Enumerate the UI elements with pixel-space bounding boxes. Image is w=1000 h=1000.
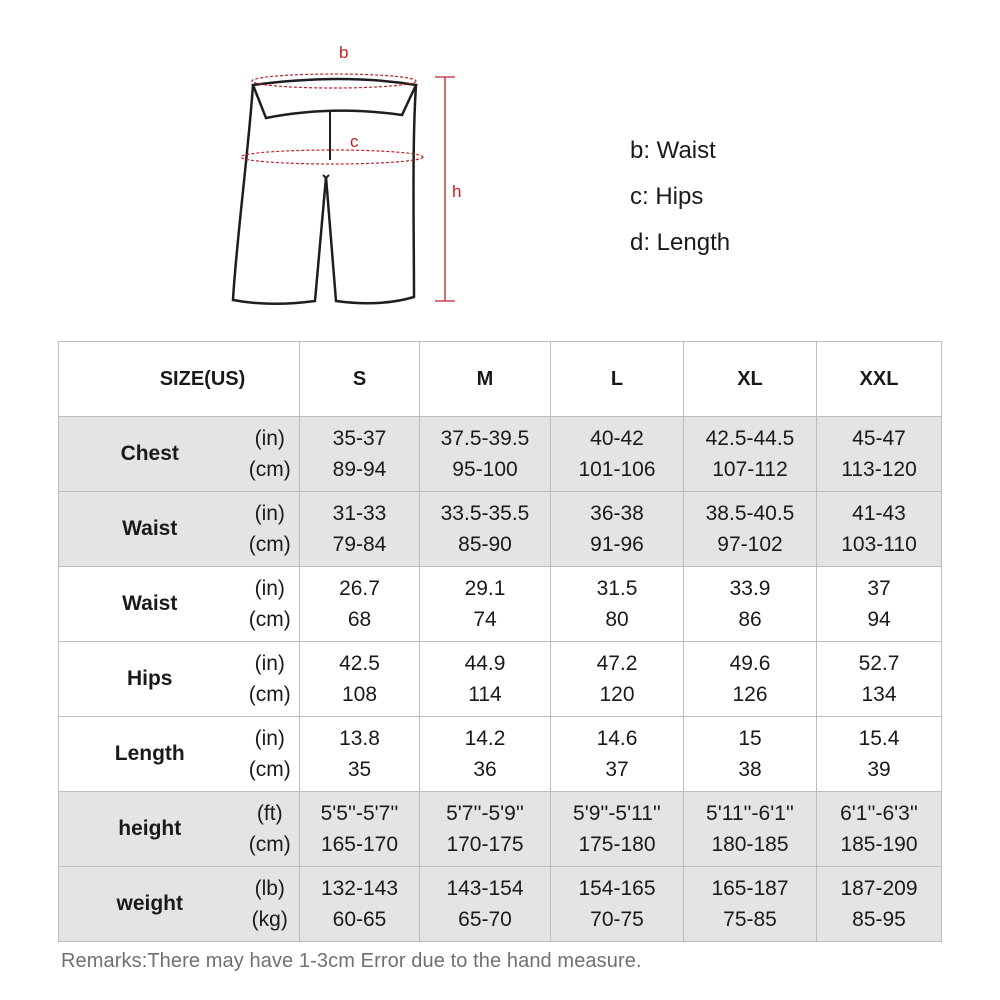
value-secondary: 75-85 <box>723 908 777 931</box>
unit-label: (kg) <box>251 908 288 931</box>
label-c: c <box>350 132 359 151</box>
value-primary: 143-154 <box>446 877 524 900</box>
value-primary: 38.5-40.5 <box>705 502 795 525</box>
value-cell <box>551 792 684 867</box>
value-primary: 31-33 <box>332 502 387 525</box>
value-primary: 29.1 <box>464 577 506 600</box>
value-cell <box>684 567 817 642</box>
unit-label: (cm) <box>248 458 291 481</box>
value-primary: 42.5-44.5 <box>705 427 795 450</box>
value-secondary: 180-185 <box>711 833 789 856</box>
value-cell <box>300 417 420 492</box>
size-header-xl: XL <box>684 342 817 417</box>
value-primary: 33.5-35.5 <box>440 502 530 525</box>
value-secondary: 126 <box>732 683 768 706</box>
value-primary: 44.9 <box>464 652 506 675</box>
value-cell <box>551 717 684 792</box>
value-primary: 5'5''-5'7'' <box>320 802 399 825</box>
value-secondary: 68 <box>347 608 372 631</box>
value-cell <box>817 417 942 492</box>
value-secondary: 108 <box>341 683 378 706</box>
unit-cell <box>241 792 300 867</box>
unit-label: (cm) <box>248 608 291 631</box>
row-label: Hips <box>59 642 241 717</box>
value-secondary: 170-175 <box>446 833 524 856</box>
value-secondary: 114 <box>468 683 502 706</box>
value-secondary: 85-95 <box>852 908 906 931</box>
value-secondary: 97-102 <box>717 533 783 556</box>
value-cell <box>420 717 551 792</box>
table-row <box>59 792 942 867</box>
value-primary: 31.5 <box>596 577 638 600</box>
value-cell <box>817 867 942 942</box>
value-primary: 154-165 <box>578 877 656 900</box>
value-secondary: 60-65 <box>332 908 387 931</box>
unit-label: (cm) <box>248 683 291 706</box>
unit-cell <box>241 867 300 942</box>
unit-label: (in) <box>254 427 285 450</box>
row-label: Waist <box>59 567 241 642</box>
value-secondary: 185-190 <box>840 833 918 856</box>
legend-waist: b: Waist <box>630 137 716 164</box>
value-secondary: 101-106 <box>578 458 656 481</box>
value-secondary: 107-112 <box>712 458 788 481</box>
value-cell <box>551 567 684 642</box>
value-primary: 5'7''-5'9'' <box>446 802 524 825</box>
value-primary: 132-143 <box>320 877 399 900</box>
value-secondary: 103-110 <box>841 533 917 556</box>
value-cell <box>300 642 420 717</box>
value-secondary: 89-94 <box>332 458 387 481</box>
value-primary: 37.5-39.5 <box>440 427 530 450</box>
unit-label: (cm) <box>248 833 291 856</box>
value-primary: 14.6 <box>596 727 638 750</box>
label-b: b <box>339 43 349 62</box>
remarks-note: Remarks:There may have 1-3cm Error due to the hand measure. <box>61 950 642 972</box>
hips-measure-line <box>241 150 423 164</box>
value-secondary: 85-90 <box>458 533 512 556</box>
value-cell <box>300 492 420 567</box>
value-primary: 187-209 <box>840 877 918 900</box>
value-cell <box>817 567 942 642</box>
table-row <box>59 642 942 717</box>
value-cell <box>684 492 817 567</box>
value-secondary: 120 <box>599 683 635 706</box>
value-primary: 15 <box>738 727 762 750</box>
size-header-m: M <box>420 342 551 417</box>
value-cell <box>420 642 551 717</box>
value-cell <box>684 792 817 867</box>
value-primary: 47.2 <box>596 652 638 675</box>
value-primary: 13.8 <box>339 727 380 750</box>
value-secondary: 74 <box>473 608 497 631</box>
value-secondary: 36 <box>473 758 497 781</box>
size-header-xxl: XXL <box>817 342 942 417</box>
value-cell <box>551 867 684 942</box>
value-cell <box>551 642 684 717</box>
value-primary: 15.4 <box>858 727 900 750</box>
value-secondary: 79-84 <box>332 533 387 556</box>
table-row <box>59 417 942 492</box>
shorts-diagram <box>220 35 480 320</box>
value-cell <box>300 717 420 792</box>
unit-cell <box>241 417 300 492</box>
value-secondary: 165-170 <box>320 833 399 856</box>
shorts-outline <box>233 85 416 304</box>
unit-label: (cm) <box>248 533 291 556</box>
size-header-s: S <box>300 342 420 417</box>
unit-label: (ft) <box>256 802 283 825</box>
label-h: h <box>452 182 462 201</box>
row-label: Length <box>59 717 241 792</box>
value-cell <box>817 492 942 567</box>
value-secondary: 70-75 <box>590 908 644 931</box>
measurement-legend <box>630 128 730 266</box>
value-secondary: 94 <box>867 608 891 631</box>
value-cell <box>300 867 420 942</box>
value-primary: 14.2 <box>464 727 506 750</box>
row-label: Chest <box>59 417 241 492</box>
value-secondary: 95-100 <box>452 458 518 481</box>
unit-cell <box>241 567 300 642</box>
value-primary: 37 <box>867 577 891 600</box>
value-primary: 35-37 <box>332 427 387 450</box>
row-label: weight <box>59 867 241 942</box>
value-primary: 26.7 <box>339 577 380 600</box>
value-secondary: 35 <box>347 758 372 781</box>
table-row <box>59 567 942 642</box>
legend-length: d: Length <box>630 229 731 256</box>
value-secondary: 65-70 <box>458 908 512 931</box>
value-cell <box>420 567 551 642</box>
value-cell <box>300 792 420 867</box>
value-cell <box>684 717 817 792</box>
unit-label: (lb) <box>254 877 285 900</box>
value-secondary: 113-120 <box>841 458 917 481</box>
unit-cell <box>241 642 300 717</box>
size-header-l: L <box>551 342 684 417</box>
legend-hips: c: Hips <box>630 183 704 210</box>
value-primary: 5'11''-6'1'' <box>706 802 794 825</box>
value-secondary: 37 <box>605 758 629 781</box>
table-header-row <box>59 342 942 417</box>
unit-cell <box>241 717 300 792</box>
value-secondary: 86 <box>738 608 762 631</box>
unit-label: (in) <box>254 652 285 675</box>
waistband-outline <box>253 79 416 118</box>
value-cell <box>420 867 551 942</box>
value-cell <box>817 792 942 867</box>
value-primary: 52.7 <box>858 652 900 675</box>
value-cell <box>551 492 684 567</box>
value-primary: 165-187 <box>711 877 789 900</box>
unit-label: (in) <box>254 577 285 600</box>
value-cell <box>420 417 551 492</box>
value-primary: 49.6 <box>729 652 771 675</box>
value-primary: 36-38 <box>590 502 644 525</box>
table-row <box>59 492 942 567</box>
value-cell <box>684 867 817 942</box>
value-cell <box>420 492 551 567</box>
value-cell <box>684 417 817 492</box>
value-secondary: 80 <box>605 608 629 631</box>
value-cell <box>551 417 684 492</box>
value-cell <box>817 717 942 792</box>
value-secondary: 39 <box>867 758 891 781</box>
unit-cell <box>241 492 300 567</box>
value-cell <box>300 567 420 642</box>
row-label: height <box>59 792 241 867</box>
unit-label: (cm) <box>248 758 291 781</box>
value-primary: 33.9 <box>729 577 771 600</box>
row-label: Waist <box>59 492 241 567</box>
value-primary: 40-42 <box>590 427 644 450</box>
value-primary: 41-43 <box>852 502 906 525</box>
shorts-illustration <box>220 35 480 320</box>
value-secondary: 175-180 <box>578 833 656 856</box>
value-secondary: 134 <box>861 683 897 706</box>
size-chart-table <box>58 341 942 942</box>
value-primary: 5'9''-5'11'' <box>573 802 661 825</box>
value-secondary: 91-96 <box>590 533 644 556</box>
size-header-label: SIZE(US) <box>59 342 300 417</box>
value-primary: 6'1''-6'3'' <box>840 802 918 825</box>
value-cell <box>420 792 551 867</box>
value-secondary: 38 <box>738 758 762 781</box>
unit-label: (in) <box>254 502 285 525</box>
value-primary: 45-47 <box>852 427 906 450</box>
value-primary: 42.5 <box>339 652 380 675</box>
value-cell <box>684 642 817 717</box>
table-row <box>59 717 942 792</box>
unit-label: (in) <box>254 727 285 750</box>
table-row <box>59 867 942 942</box>
value-cell <box>817 642 942 717</box>
